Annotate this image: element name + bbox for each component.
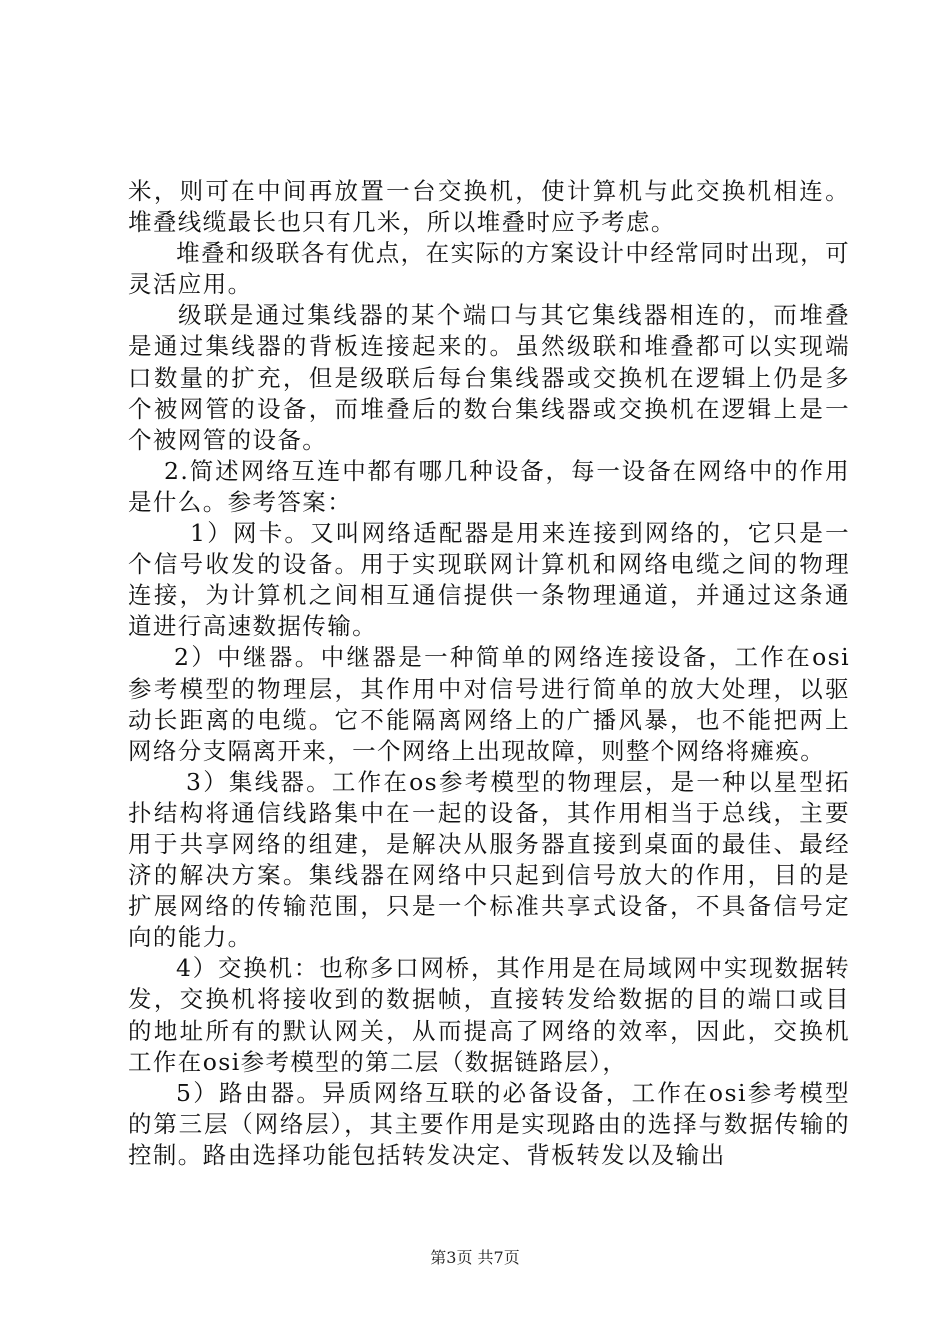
question-2: 2.简述网络互连中都有哪几种设备，每一设备在网络中的作用是什么。参考答案： — [128, 456, 850, 516]
paragraph-continuation: 米，则可在中间再放置一台交换机，使计算机与此交换机相连。堆叠线缆最长也只有几米，所以堆叠时应予考虑。 — [128, 177, 850, 237]
page-number-footer: 第3页 共7页 — [430, 1248, 520, 1267]
answer-item-repeater: 2）中继器。中继器是一种简单的网络连接设备，工作在osi参考模型的物理层，其作用中对信号进行简单的放大处理，以驱动长距离的电缆。它不能隔离网络上的广播风暴，也不能把两上网络分支隔离开来，一个网络上出现故障，则整个网络将瘫痪。 — [128, 643, 850, 765]
paragraph-stacking-cascading: 堆叠和级联各有优点，在实际的方案设计中经常同时出现，可灵活应用。 — [128, 239, 850, 299]
answer-item-router: 5）路由器。异质网络互联的必备设备，工作在osi参考模型的第三层（网络层），其主要作用是实现路由的选择与数据传输的控制。路由选择功能包括转发决定、背板转发以及输出 — [128, 1078, 850, 1169]
answer-item-network-card: 1）网卡。又叫网络适配器是用来连接到网络的，它只是一个信号收发的设备。用于实现联网计算机和网络电缆之间的物理连接，为计算机之间相互通信提供一条物理通道，并通过这条通道进行高速数据传输。 — [128, 519, 850, 641]
answer-item-hub: 3）集线器。工作在os参考模型的物理层，是一种以星型拓扑结构将通信线路集中在一起的设备，其作用相当于总线，主要用于共享网络的组建，是解决从服务器直接到桌面的最佳、最经济的解决方案。集线器在网络中只起到信号放大的作用，目的是扩展网络的传输范围，只是一个标准共享式设备，不具备信号定向的能力。 — [128, 767, 850, 952]
document-body — [128, 176, 850, 1171]
answer-item-switch: 4）交换机：也称多口网桥，其作用是在局域网中实现数据转发，交换机将接收到的数据帧，直接转发给数据的目的端口或目的地址所有的默认网关，从而提高了网络的效率，因此，交换机工作在osi参考模型的第二层（数据链路层）， — [128, 954, 850, 1076]
paragraph-cascading-definition: 级联是通过集线器的某个端口与其它集线器相连的，而堆叠是通过集线器的背板连接起来的。虽然级联和堆叠都可以实现端口数量的扩充，但是级联后每台集线器或交换机在逻辑上仍是多个被网管的设备，而堆叠后的数台集线器或交换机在逻辑上是一个被网管的设备。 — [128, 301, 850, 454]
